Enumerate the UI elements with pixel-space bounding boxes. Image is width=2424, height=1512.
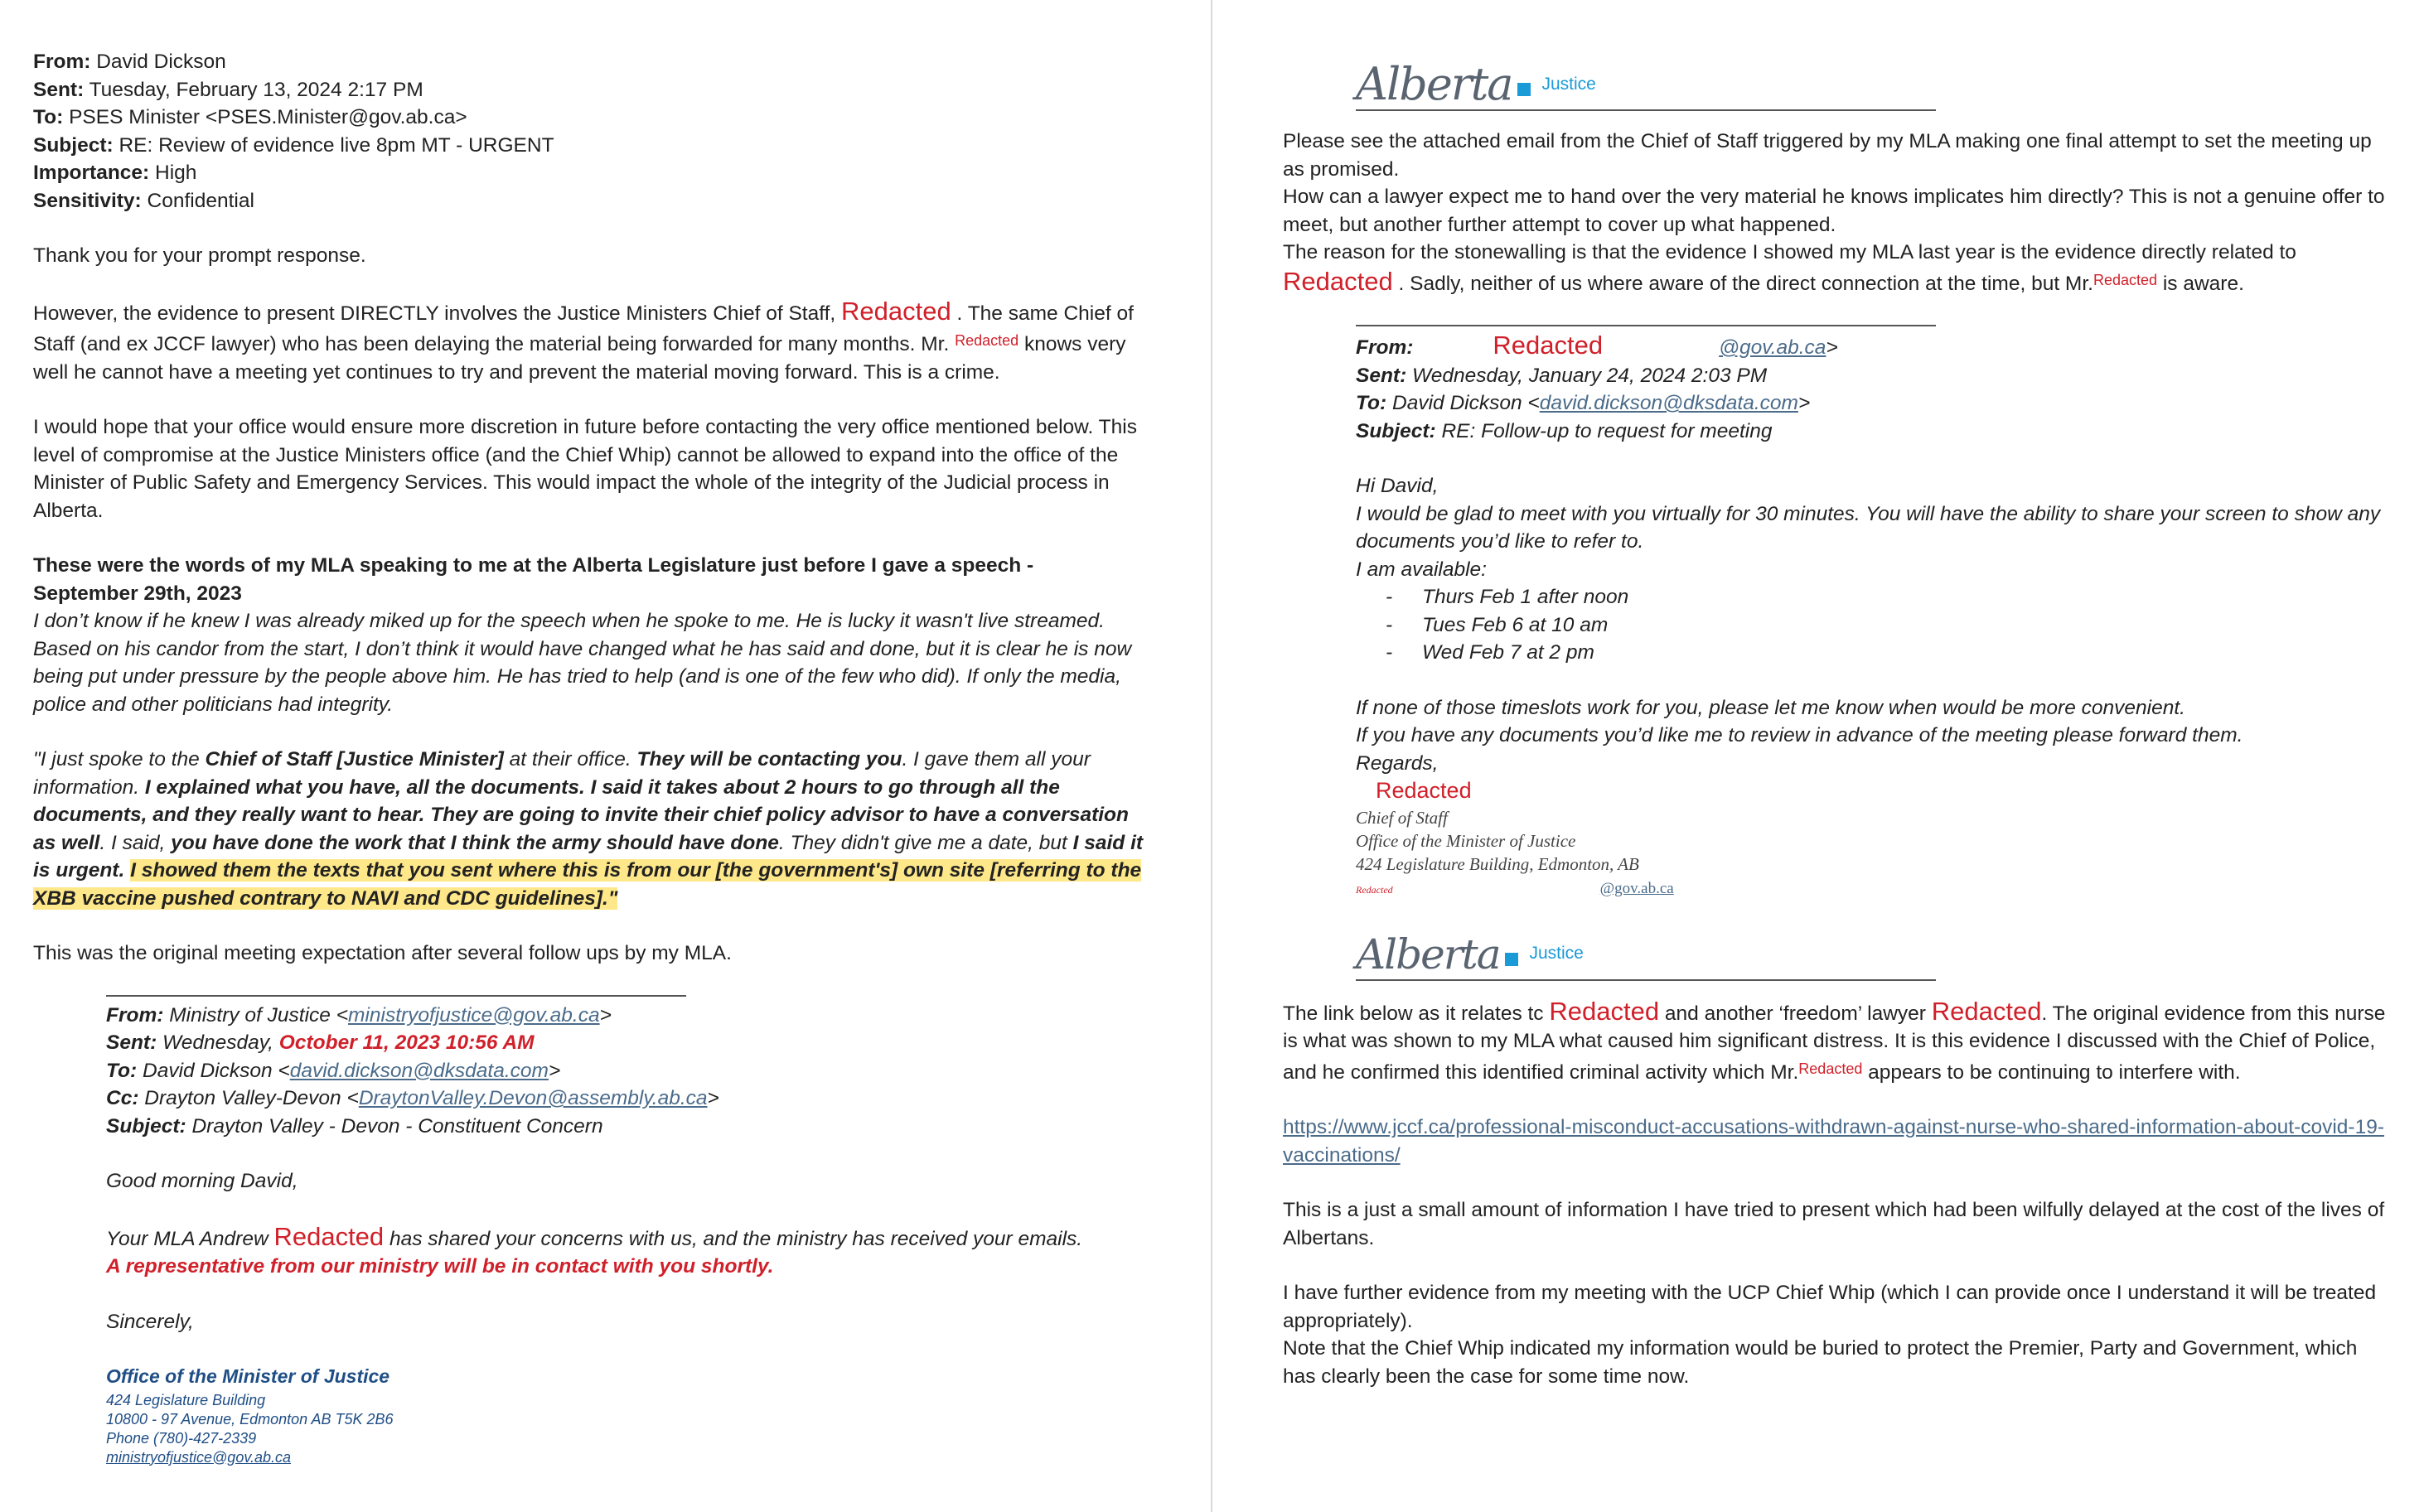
lawyer-paragraph: How can a lawyer expect me to hand over the very material he knows implicates him directly? This is not a genuine offer to meet, but another further attempt to cover up what happened.: [1283, 186, 2385, 236]
office-title: Office of the Minister of Justice: [106, 1365, 390, 1387]
signature-title: Chief of Staff: [1356, 807, 1448, 828]
greeting: Hi David,: [1356, 475, 1439, 497]
page-divider: [1211, 0, 1212, 1512]
highlighted-quote: I showed them the texts that you sent where this is from our [the government's] own site [referring to the XBB vaccine pushed contrary to NAVI and CDC guidelines].": [33, 859, 1142, 910]
mla-context-paragraph: I don’t know if he knew I was already miked up for the speech when he spoke to me. He is lucky it wasn't live streamed. Based on his candor from the start, I don’t think it would have changed what he has said and done, but it is clear he is now being put under pressure by the people above him. He has tried to help (and is one of the few who did). If only the media, police and other politicians had integrity.: [33, 610, 1132, 716]
ministry-body: Your MLA Andrew Redacted has shared your concerns with us, and the ministry has received your emails.: [106, 1221, 1083, 1251]
redaction-mark: Redacted: [841, 296, 951, 326]
timeslot-list: [1356, 583, 2393, 667]
ministry-contact-line: A representative from our ministry will be in contact with you shortly.: [106, 1255, 774, 1278]
signature-address: 424 Legislature Building, Edmonton, AB: [1356, 853, 1639, 874]
separator-rule: [106, 995, 686, 997]
subject-label: Subject:: [33, 133, 114, 157]
greeting: Good morning David,: [106, 1170, 298, 1192]
timeslot-item: - Tues Feb 6 at 10 am: [1386, 611, 2393, 640]
separator-rule: [1356, 979, 1936, 981]
office-email-link[interactable]: ministryofjustice@gov.ab.ca: [106, 1448, 292, 1466]
email-link[interactable]: DraytonValley.Devon@assembly.ab.ca: [358, 1087, 708, 1109]
email-link[interactable]: ministryofjustice@gov.ab.ca: [348, 1003, 600, 1027]
alberta-justice-logo: Alberta Justice: [1356, 930, 1584, 978]
forwarded-email: From: Ministry of Justice <ministryofjustice@gov.ab.ca> Sent: Wednesday, October 11, 2023 10:56 AM To: David Dickson <david.dickson@dksdata.com> Cc: Drayton Valley-Devon <DraytonValley.Devon@assembly.ab.ca> Subject: Drayton Valley - Devon - Constituent Concern Good morning David, Your MLA Andrew Redacted has shared your concerns with us, and the ministry has received your emails. A representative from our ministry will be in contact with you shortly. Sincerely, Office of the Minister of Justice 424 Legislature Building 10800 - 97 Avenue, Edmonton AB T5K 2B6 Phone (780)-427-2339 ministryofjustice@gov.ab.ca: [106, 995, 1144, 1467]
office-phone: Phone (780)-427-2339: [106, 1429, 257, 1447]
evidence-paragraph: However, the evidence to present DIRECTLY involves the Justice Ministers Chief of Staff, Redacted . The same Chief of Staff (and ex JCCF lawyer) who has been delaying the material being forwarded for many months. Mr. $^{Redacted}$ knows very well he cannot have a meeting yet continues to try and prevent the material moving forward. This is a crime.: [33, 296, 1134, 384]
right-document: [1283, 48, 2393, 1390]
signature-office: Office of the Minister of Justice: [1356, 830, 1576, 851]
sent-label: Sent:: [33, 78, 85, 101]
sent-value: Tuesday, February 13, 2024 2:17 PM: [84, 78, 423, 101]
meeting-offer: I would be glad to meet with you virtually for 30 minutes. You will have the ability to share your screen to show any documents you’d like to refer to.: [1356, 502, 2381, 553]
office-address-line: 424 Legislature Building: [106, 1391, 266, 1408]
thanks-paragraph: Thank you for your prompt response.: [33, 244, 366, 267]
redaction-mark: Redacted: [1376, 778, 1472, 803]
timeslot-item: - Wed Feb 7 at 2 pm: [1386, 639, 2393, 667]
availability-label: I am available:: [1356, 558, 1487, 581]
nurse-evidence-paragraph: The link below as it relates tc Redacted and another ‘freedom’ lawyer Redacted. The original evidence from this nurse is what was shown to my MLA what caused him significant distress. It is this evidence I discussed with the Chief of Police, and he confirmed this identified criminal activity which Mr.$^{Redacted}$ appears to be continuing to interfere with.: [1283, 996, 2386, 1084]
sign-off: Sincerely,: [106, 1310, 194, 1333]
to-label: To:: [33, 106, 64, 128]
sensitivity-value: Confidential: [141, 189, 254, 212]
buried-info-paragraph: Note that the Chief Whip indicated my information would be buried to protect the Premier, Party and Government, which has clearly been the case for some time now.: [1283, 1337, 2358, 1388]
separator-rule: [1356, 325, 1936, 326]
email-link[interactable]: david.dickson@dksdata.com: [1539, 392, 1798, 414]
subject-value: RE: Review of evidence live 8pm MT - URGENT: [113, 133, 554, 157]
chief-whip-paragraph: I have further evidence from my meeting with the UCP Chief Whip (which I can provide once I understand it will be treated appropriately).: [1283, 1282, 2377, 1332]
left-document: [33, 48, 1144, 1467]
small-amount-paragraph: This is a just a small amount of information I have tried to present which had been wilfully delayed at the cost of the lives of Albertans.: [1283, 1199, 2385, 1249]
to-value: PSES Minister <PSES.Minister@gov.ab.ca>: [63, 106, 467, 128]
attached-email-paragraph: Please see the attached email from the Chief of Staff triggered by my MLA making one final attempt to set the meeting up as promised.: [1283, 130, 2372, 181]
sensitivity-label: Sensitivity:: [33, 189, 142, 212]
original-expectation-paragraph: This was the original meeting expectation after several follow ups by my MLA.: [33, 942, 732, 964]
email-link[interactable]: david.dickson@dksdata.com: [289, 1059, 549, 1082]
timeslot-item: - Thurs Feb 1 after noon: [1386, 583, 2393, 611]
alberta-justice-logo: Alberta Justice: [1356, 58, 1596, 110]
discretion-paragraph: I would hope that your office would ensure more discretion in future before contacting the very office mentioned below. This level of compromise at the Justice Ministers office (and the Chief Whip) cannot be allowed to expand into the office of the Minister of Public Safety and Emergency Services. This would impact the whole of the integrity of the Judicial process in Alberta.: [33, 416, 1137, 522]
stonewalling-paragraph: The reason for the stonewalling is that the evidence I showed my MLA last year is the evidence directly related to Redacted . Sadly, neither of us where aware of the direct connection at the time, but Mr.$^{Redacted}$ is aware.: [1283, 241, 2296, 296]
email-header: [33, 48, 1144, 215]
mla-heading: These were the words of my MLA speaking to me at the Alberta Legislature just before I gave a speech - September 29th, 2023: [33, 554, 1034, 605]
sign-off: Regards,: [1356, 751, 1439, 775]
timeslot-note: If none of those timeslots work for you, please let me know when would be more convenient.: [1356, 696, 2185, 719]
importance-label: Importance:: [33, 162, 150, 184]
from-value: David Dickson: [90, 51, 226, 73]
redaction-mark-small: Redacted: [955, 332, 1019, 349]
documents-note: If you have any documents you’d like me to review in advance of the meeting please forward them.: [1356, 724, 2243, 746]
office-address-line: 10800 - 97 Avenue, Edmonton AB T5K 2B6: [106, 1410, 394, 1427]
jccf-article-link[interactable]: https://www.jccf.ca/professional-misconduct-accusations-withdrawn-against-nurse-who-shared-information-about-covid-19-vaccinations/: [1283, 1116, 2385, 1167]
importance-value: High: [149, 162, 197, 184]
mla-quote: "I just spoke to the Chief of Staff [Justice Minister] at their office. They will be contacting you. I gave them all your information. I explained what you have, all the documents. I said it takes about 2 hours to go through all the documents, and they really want to hear. They are going to invite their chief policy advisor to have a conversation as well. I said, you have done the work that I think the army should have done. They didn't give me a date, but I said it is urgent. I showed them the texts that you sent where this is from our [the government's] own site [referring to the XBB vaccine pushed contrary to NAVI and CDC guidelines].": [33, 748, 1144, 910]
from-label: From:: [33, 51, 91, 73]
chief-of-staff-email: From: Redacted @gov.ab.ca> Sent: Wednesday, January 24, 2024 2:03 PM To: David Dickson <david.dickson@dksdata.com> Subject: RE: Follow-up to request for meeting Hi David, I would be glad to meet with you virtually for 30 minutes. You will have the ability to share your screen to show any documents you’d like to refer to. I am available: - Thurs Feb 1 after noon - Tues Feb 6 at 10 am - Wed Feb 7 at 2 pm If none of those timeslots work for you, please let me know when would be more convenient. If you have any documents you’d like me to review in advance of the meeting please forward them. Regards, Redacted Chief of Staff Office of the Minister of Justice 424 Legislature Building, Edmonton, AB Redacted @gov.ab.ca: [1356, 325, 2393, 901]
